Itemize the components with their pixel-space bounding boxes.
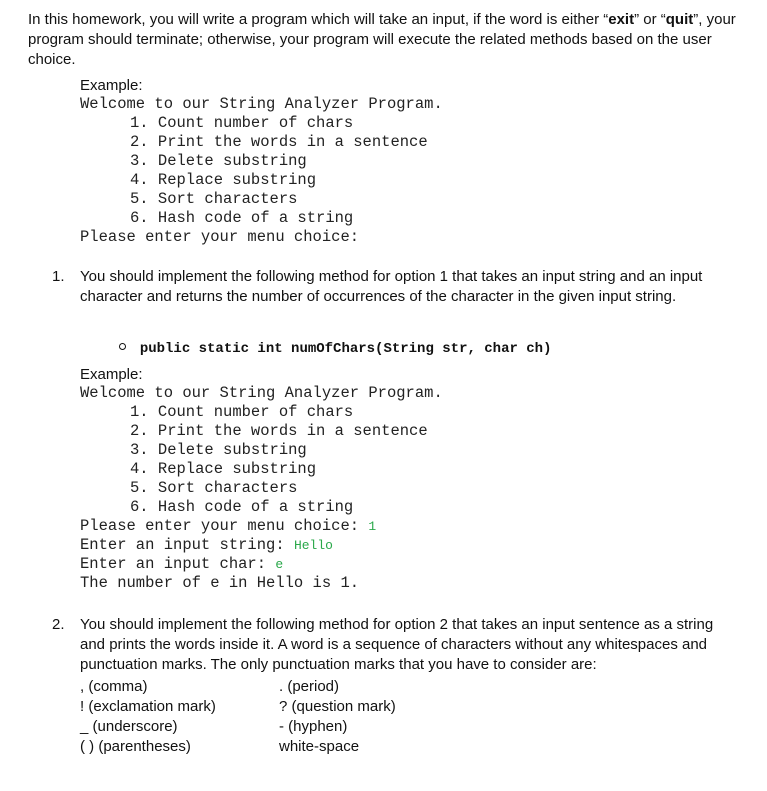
enter-string-prompt: Enter an input string: bbox=[80, 536, 294, 554]
intro-text-2: ” or “ bbox=[634, 11, 666, 28]
item1-description: You should implement the following method for option 1 that takes an input string and an input character and returns the number of occurrences of the character in the given input string. bbox=[80, 268, 703, 305]
menu-item: 1. Count number of chars bbox=[130, 114, 354, 132]
menu-item: 1. Count number of chars bbox=[130, 403, 354, 421]
item2-description: You should implement the following method for option 2 that takes an input sentence as a string and prints the words inside it. A word is a sequence of characters without any whitespaces and punctuation marks. The only punctuation marks that you have to consider are: bbox=[80, 616, 714, 673]
punctuation-item: , (comma) bbox=[80, 678, 148, 695]
menu-item: 2. Print the words in a sentence bbox=[130, 133, 428, 151]
menu-prompt: Please enter your menu choice: bbox=[80, 517, 369, 535]
list-number: 1. bbox=[52, 268, 65, 285]
menu-item: 2. Print the words in a sentence bbox=[130, 422, 428, 440]
menu-prompt-line bbox=[80, 517, 376, 536]
punctuation-item: - (hyphen) bbox=[279, 718, 348, 735]
menu-item: 3. Delete substring bbox=[130, 441, 307, 459]
user-choice-value: 1 bbox=[368, 519, 377, 534]
punctuation-item: . (period) bbox=[279, 678, 340, 695]
user-char-value: e bbox=[275, 557, 284, 572]
enter-char-line bbox=[80, 555, 283, 574]
punctuation-item: ! (exclamation mark) bbox=[80, 698, 216, 715]
list-number: 2. bbox=[52, 616, 65, 633]
enter-char-prompt: Enter an input char: bbox=[80, 555, 276, 573]
method-signature-text: public static int numOfChars(String str, char ch) bbox=[139, 341, 552, 357]
enter-string-line bbox=[80, 536, 333, 555]
menu-item: 4. Replace substring bbox=[130, 171, 317, 189]
menu-item: 3. Delete substring bbox=[130, 152, 307, 170]
user-string-value: Hello bbox=[293, 538, 333, 553]
menu-item: 5. Sort characters bbox=[130, 190, 298, 208]
menu-item: 6. Hash code of a string bbox=[130, 498, 354, 516]
exit-keyword: exit bbox=[608, 11, 635, 28]
punctuation-item: ? (question mark) bbox=[279, 698, 396, 715]
punctuation-item: ( ) (parentheses) bbox=[80, 738, 191, 755]
intro-text-3: ”, your program should terminate; otherwise, your program will execute the related methods based on the user choice. bbox=[28, 11, 736, 68]
punctuation-list bbox=[80, 677, 500, 757]
punctuation-item: _ (underscore) bbox=[80, 718, 178, 735]
example-label: Example: bbox=[80, 77, 143, 94]
punctuation-row bbox=[80, 717, 500, 737]
intro-paragraph bbox=[28, 10, 753, 70]
punctuation-item: white-space bbox=[279, 738, 360, 755]
menu-item: 6. Hash code of a string bbox=[130, 209, 354, 227]
intro-text-1: In this homework, you will write a program which will take an input, if the word is either “ bbox=[28, 11, 609, 28]
circle-bullet-icon bbox=[119, 343, 126, 350]
result-line: The number of e in Hello is 1. bbox=[80, 574, 360, 592]
example-label: Example: bbox=[80, 366, 143, 383]
menu-prompt: Please enter your menu choice: bbox=[80, 228, 360, 246]
example-welcome-line: Welcome to our String Analyzer Program. bbox=[80, 95, 443, 113]
punctuation-row bbox=[80, 737, 500, 757]
example-welcome-line: Welcome to our String Analyzer Program. bbox=[80, 384, 443, 402]
punctuation-row bbox=[80, 697, 500, 717]
punctuation-row bbox=[80, 677, 500, 697]
menu-item: 4. Replace substring bbox=[130, 460, 317, 478]
quit-keyword: quit bbox=[665, 11, 694, 28]
menu-item: 5. Sort characters bbox=[130, 479, 298, 497]
method-signature bbox=[102, 325, 551, 357]
